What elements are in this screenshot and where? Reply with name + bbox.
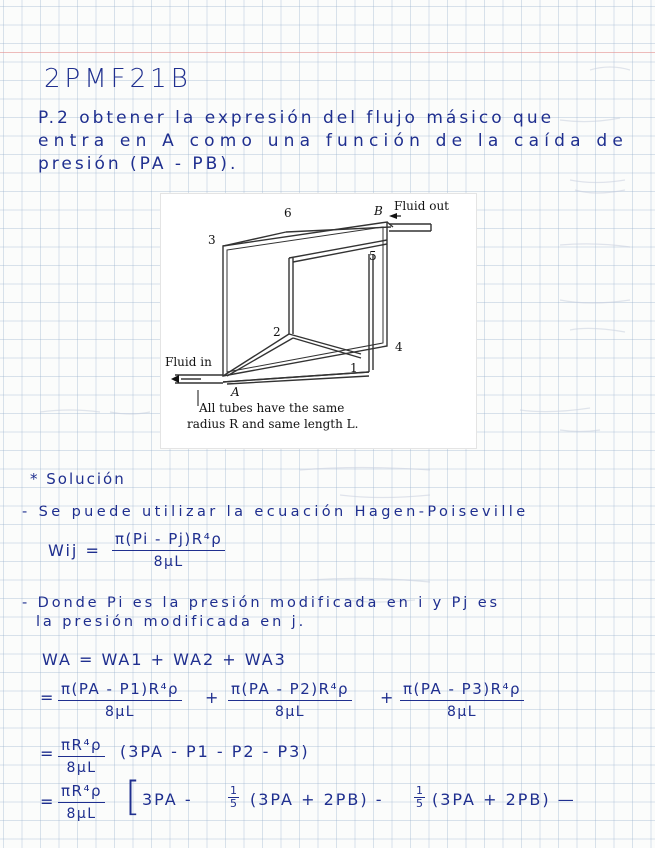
equation-3-term-2-numerator: π(PA - P2)R⁴ρ bbox=[228, 680, 352, 701]
equation-5-numerator: πR⁴ρ bbox=[58, 782, 105, 803]
equation-3-equals: = bbox=[40, 688, 56, 707]
one-fifth-1-denominator: 5 bbox=[230, 797, 237, 811]
node-label-1: 1 bbox=[350, 361, 358, 375]
equation-1-numerator: π(Pi - Pj)R⁴ρ bbox=[112, 530, 225, 551]
equation-1-lhs: Wij = bbox=[48, 541, 101, 560]
equation-3-term-2 bbox=[228, 680, 352, 720]
one-fifth-2-numerator: 1 bbox=[416, 784, 423, 797]
figure-caption-line-2: radius R and same length L. bbox=[187, 417, 359, 431]
tube-network-figure bbox=[160, 193, 477, 449]
node-label-5: 5 bbox=[369, 249, 377, 263]
page-top-rule bbox=[0, 52, 655, 53]
equation-3-term-1 bbox=[58, 680, 182, 720]
node-label-b: B bbox=[374, 204, 383, 218]
fluid-out-label: Fluid out bbox=[394, 199, 450, 213]
equation-3-term-1-numerator: π(PA - P1)R⁴ρ bbox=[58, 680, 182, 701]
node-label-a: A bbox=[231, 385, 240, 399]
equation-5-equals: = bbox=[40, 792, 56, 811]
problem-line-1: P.2 obtener la expresión del flujo másico que bbox=[38, 108, 555, 128]
equation-3-term-2-denominator: 8μL bbox=[274, 704, 306, 720]
node-label-4: 4 bbox=[395, 340, 403, 354]
one-fifth-1-numerator: 1 bbox=[230, 784, 237, 797]
equation-1-fraction bbox=[112, 530, 225, 570]
equation-5-one-fifth-1 bbox=[228, 785, 239, 810]
equation-4-tail: (3PA - P1 - P2 - P3) bbox=[120, 742, 310, 761]
equation-5-one-fifth-2 bbox=[414, 785, 425, 810]
equation-5-part-c: (3PA + 2PB) — bbox=[432, 790, 576, 809]
equation-5-bracket: [ bbox=[125, 774, 141, 820]
equation-3-term-3-denominator: 8μL bbox=[446, 704, 478, 720]
tube-network-diagram bbox=[161, 194, 476, 448]
problem-line-2: entra en A como una función de la caída de bbox=[38, 131, 628, 151]
equation-5-denominator: 8μL bbox=[66, 806, 97, 822]
one-fifth-2-denominator: 5 bbox=[416, 797, 423, 811]
equation-1-denominator: 8μL bbox=[153, 554, 184, 570]
equation-3-plus-1: + bbox=[205, 688, 221, 707]
solution-line-2b: la presión modificada en j. bbox=[36, 614, 307, 630]
equation-5-fraction bbox=[58, 782, 105, 822]
solution-line-2a: - Donde Pi es la presión modificada en i y Pj es bbox=[22, 595, 501, 611]
equation-4-equals: = bbox=[40, 744, 56, 763]
node-label-2: 2 bbox=[273, 325, 281, 339]
equation-5-part-b: (3PA + 2PB) - bbox=[250, 790, 384, 809]
equation-5-part-a: 3PA - bbox=[142, 790, 193, 809]
equation-3-plus-2: + bbox=[380, 688, 396, 707]
problem-line-3: presión (PA - PB). bbox=[38, 154, 239, 174]
fluid-in-label: Fluid in bbox=[165, 355, 212, 369]
node-label-6: 6 bbox=[284, 206, 292, 220]
node-label-3: 3 bbox=[208, 233, 216, 247]
solution-line-1: - Se puede utilizar la ecuación Hagen-Poiseville bbox=[22, 504, 529, 520]
equation-3-term-3 bbox=[400, 680, 524, 720]
course-code: 2PMF21B bbox=[44, 64, 192, 94]
equation-4-numerator: πR⁴ρ bbox=[58, 736, 105, 757]
solution-heading: * Solución bbox=[30, 470, 126, 488]
equation-4-denominator: 8μL bbox=[66, 760, 97, 776]
equation-3-term-1-denominator: 8μL bbox=[104, 704, 136, 720]
equation-2: WA = WA1 + WA2 + WA3 bbox=[42, 650, 287, 669]
equation-3-term-3-numerator: π(PA - P3)R⁴ρ bbox=[400, 680, 524, 701]
figure-caption-line-1: All tubes have the same bbox=[199, 401, 345, 415]
equation-4-fraction bbox=[58, 736, 105, 776]
